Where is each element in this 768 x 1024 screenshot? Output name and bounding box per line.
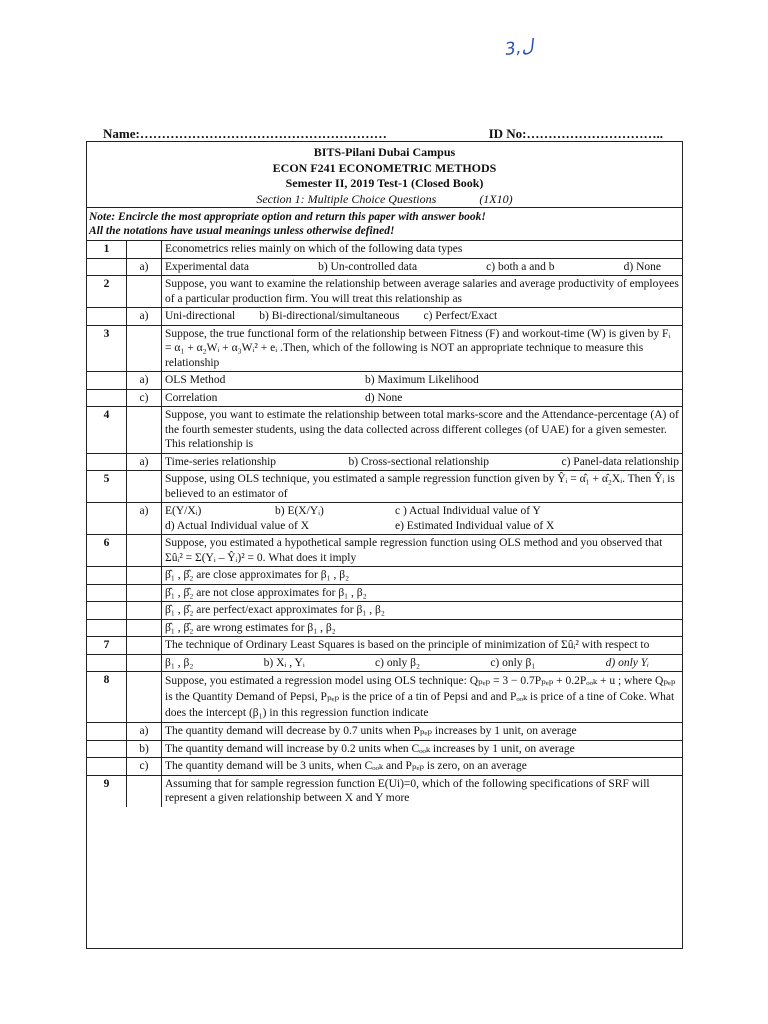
question-text: Suppose, you estimated a hypothetical sample regression function using OLS method and you observed that Σûᵢ² = Σ(Yᵢ – Ŷᵢ)² = 0. What does it imply [162,535,683,567]
choice[interactable]: e) Estimated Individual value of X [395,519,555,532]
choice[interactable]: β₁ , β₂ [165,656,194,669]
option-label: b) [127,740,162,758]
campus-title: BITS-Pilani Dubai Campus [313,145,456,159]
option-label: c) [127,758,162,776]
instructions [87,207,682,240]
option-label: a) [127,258,162,276]
choice[interactable]: β̂₁ , β̂₂ are close approximates for β₁ , β₂ [162,567,683,585]
course-title: ECON F241 ECONOMETRIC METHODS [272,160,497,175]
question-number: 5 [87,471,127,503]
note-line-2: All the notations have usual meanings unless otherwise defined! [89,225,395,237]
semester-title: Semester II, 2019 Test-1 (Closed Book) [285,176,484,190]
option-row [87,503,682,535]
choice[interactable]: d) None [623,260,661,273]
choice[interactable]: β̂₁ , β̂₂ are wrong estimates for β₁ , β₂ [162,619,683,637]
option-row [87,758,682,776]
choice[interactable]: Uni-directional [165,310,236,322]
question-row [87,241,682,259]
choice[interactable]: b) Un-controlled data [318,260,418,273]
questions-table [87,240,682,807]
option-row [87,567,682,585]
choice[interactable]: b) Maximum Likelihood [365,374,479,386]
option-label: a) [127,308,162,326]
choice[interactable]: b) E(X/Yᵢ) [275,505,324,517]
choice[interactable]: β̂₁ , β̂₂ are perfect/exact approximates for β₁ , β₂ [162,602,683,620]
choice[interactable]: c) only β₂ [375,656,421,669]
question-number: 4 [87,407,127,454]
question-text: Suppose, you want to estimate the relationship between total marks-score and the Attendance-percentage (A) of the fourth semester students, using the data collected across different colleges (of UAE) for a given semester. This relationship is [162,407,683,454]
question-number: 3 [87,325,127,372]
id-field[interactable]: ID No:………………………….. [488,126,663,141]
option-row [87,602,682,620]
choice[interactable]: d) Actual Individual value of X [165,519,310,532]
question-row [87,276,682,308]
choice[interactable]: The quantity demand will decrease by 0.7 units when Pₚₑₚ increases by 1 unit, on average [162,723,683,741]
option-label: a) [127,723,162,741]
choice[interactable]: c) Panel-data relationship [561,455,679,468]
question-number: 9 [87,775,127,807]
option-row [87,619,682,637]
option-row [87,453,682,471]
option-label: c) [127,389,162,407]
handwritten-annotation: 3,ل [503,36,535,60]
choice[interactable]: c) both a and b [486,260,555,273]
choice[interactable]: Time-series relationship [165,455,277,468]
choice[interactable]: OLS Method [165,374,226,386]
option-label: a) [127,503,162,535]
section-title [87,192,682,208]
note-line-1: Note: Encircle the most appropriate option and return this paper with answer book! [89,211,486,223]
question-row [87,775,682,807]
option-label: a) [127,453,162,471]
choice[interactable]: b) Cross-sectional relationship [348,455,490,468]
option-row [87,389,682,407]
question-text: Assuming that for sample regression function E(Ui)=0, which of the following specifications of SRF will represent a given relationship between X and Y more [162,775,683,807]
question-text: Suppose, you estimated a regression model using OLS technique: Qₚₑₚ = 3 − 0.7Pₚₑₚ + 0.2Pₒₒₖ + u ; where Qₚₑₚ is the Quantity Demand of Pepsi, Pₚₑₚ is the price of a tin of Pepsi and and Pₒₒₖ is price of a tine of Coke. What does the intercept (β₁) in this regression function indicate [162,672,683,723]
option-row [87,258,682,276]
option-label: a) [127,372,162,390]
choice[interactable]: d) None [365,391,403,404]
exam-sheet [86,141,683,949]
option-row [87,308,682,326]
choice[interactable]: The quantity demand will increase by 0.2 units when Cₒₒₖ increases by 1 unit, on average [162,740,683,758]
question-number: 7 [87,637,127,655]
question-number: 1 [87,241,127,259]
option-row [87,740,682,758]
option-row [87,723,682,741]
question-row [87,535,682,567]
choice[interactable]: b) Xᵢ , Yᵢ [263,656,305,669]
question-text: Suppose, using OLS technique, you estimated a sample regression function given by Ŷᵢ = α̂₁ + α̂₂Xᵢ. Then Ŷᵢ is believed to an estimator of [162,471,683,503]
choice[interactable]: Experimental data [165,260,249,273]
question-number: 8 [87,672,127,723]
question-row [87,672,682,723]
choice[interactable]: The quantity demand will be 3 units, when Cₒₒₖ and Pₚₑₚ is zero, on an average [162,758,683,776]
exam-header [87,142,682,207]
question-row [87,637,682,655]
option-row [87,584,682,602]
name-id-row [103,126,663,142]
choice[interactable]: d) only Yᵢ [605,656,649,669]
option-row [87,372,682,390]
question-row [87,325,682,372]
name-field[interactable]: Name:………………………………………………… [103,126,387,141]
section-name: Section 1: Multiple Choice Questions [256,191,437,206]
question-text: Suppose, you want to examine the relationship between average salaries and average productivity of employees of a particular production firm. You will treat this relationship as [162,276,683,308]
option-row [87,654,682,672]
choice[interactable]: b) Bi-directional/simultaneous [259,310,400,322]
question-text: Econometrics relies mainly on which of the following data types [162,241,683,259]
choice[interactable]: c) Perfect/Exact [423,310,498,322]
question-row [87,471,682,503]
choice[interactable]: c) only β₁ [490,656,536,669]
question-row [87,407,682,454]
choice[interactable]: β̂₁ , β̂₂ are not close approximates for β₁ , β₂ [162,584,683,602]
section-marks: (1X10) [479,191,513,206]
choice[interactable]: E(Y/Xᵢ) [165,505,202,517]
question-number: 6 [87,535,127,567]
question-number: 2 [87,276,127,308]
choice[interactable]: Correlation [165,391,218,404]
question-text: The technique of Ordinary Least Squares is based on the principle of minimization of Σûᵢ² with respect to [162,637,683,655]
question-text: Suppose, the true functional form of the relationship between Fitness (F) and workout-time (W) is given by Fᵢ = α₁ + α₂Wᵢ + α₃Wᵢ² + eᵢ .Then, which of the following is NOT an appropriate technique to measure this relationship [162,325,683,372]
choice[interactable]: c ) Actual Individual value of Y [395,505,541,517]
